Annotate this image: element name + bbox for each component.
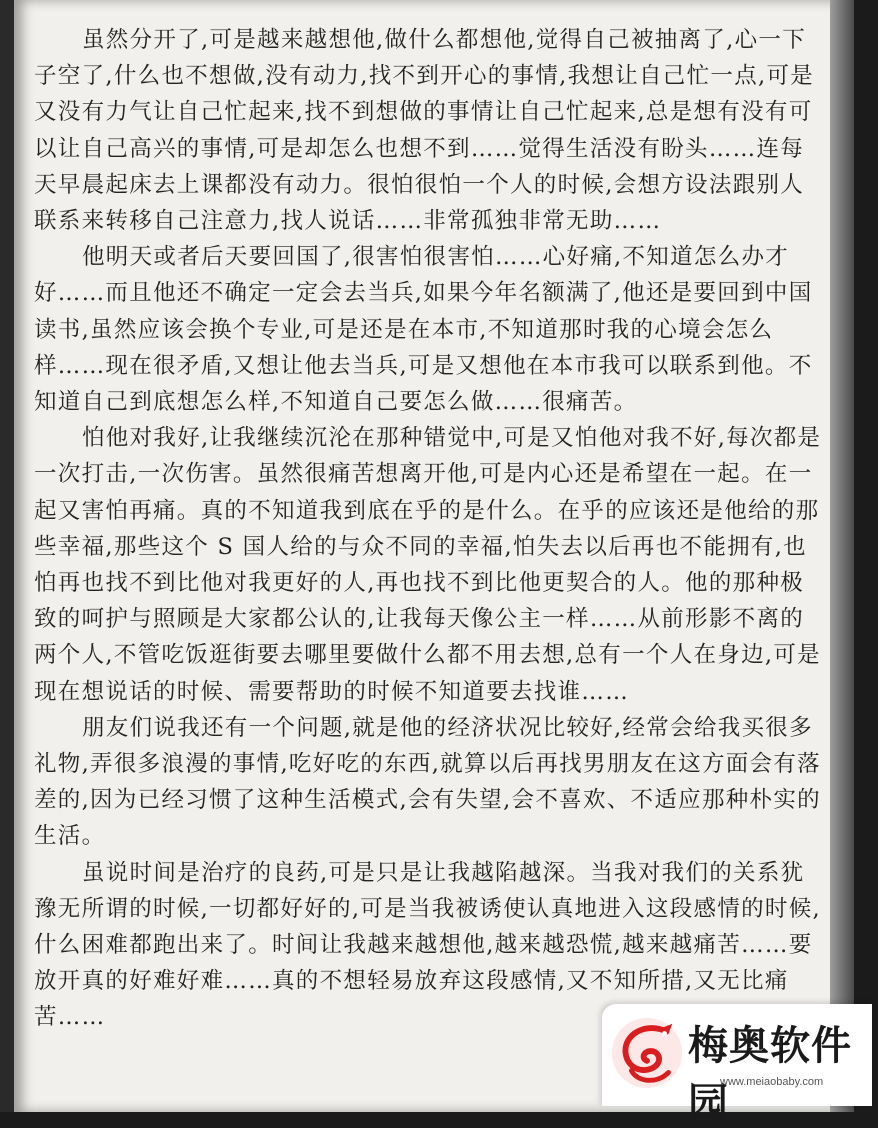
paragraph-4: 朋友们说我还有一个问题,就是他的经济状况比较好,经常会给我买很多礼物,弄很多浪漫的事情,吃好吃的东西,就算以后再找男朋友在这方面会有落差的,因为已经习惯了这种生活模式,会有失望,会不喜欢、不适应那种朴实的生活。 [34, 714, 821, 850]
scanned-page [14, 0, 854, 1112]
paragraph-2: 他明天或者后天要回国了,很害怕很害怕……心好痛,不知道怎么办才好……而且他还不确定一定会去当兵,如果今年名额满了,他还是要回到中国读书,虽然应该会换个专业,可是还是在本市,不知道那时我的心境会怎么样……现在很矛盾,又想让他去当兵,可是又想他在本市我可以联系到他。不知道自己到底想怎么样,不知道自己要怎么做……很痛苦。 [34, 244, 813, 416]
page-edge-shadow [830, 0, 854, 1112]
paragraph-1: 虽然分开了,可是越来越想他,做什么都想他,觉得自己被抽离了,心一下子空了,什么也不想做,没有动力,找不到开心的事情,我想让自己忙一点,可是又没有力气让自己忙起来,找不到想做的事情让自己忙起来,总是想有没有可以让自己高兴的事情,可是却怎么也想不到……觉得生活没有盼头……连每天早晨起床去上课都没有动力。很怕很怕一个人的时候,会想方设法跟别人联系来转移自己注意力,找人说话……非常孤独非常无助…… [34, 27, 815, 235]
body-text [34, 22, 824, 1036]
watermark-title: 梅奥软件园 [688, 1023, 852, 1126]
watermark-badge [602, 1004, 872, 1126]
paragraph-3: 怕他对我好,让我继续沉沦在那种错觉中,可是又怕他对我不好,每次都是一次打击,一次伤害。虽然很痛苦想离开他,可是内心还是希望在一起。在一起又害怕再痛。真的不知道我到底在乎的是什么。在乎的应该还是他给的那些幸福,那些这个 S 国人给的与众不同的幸福,怕失去以后再也不能拥有,也怕再也找不到比他对我更好的人,再也找不到比他更契合的人。他的那种极致的呵护与照顾是大家都公认的,让我每天像公主一样……从前形影不离的两个人,不管吃饭逛街要去哪里要做什么都不用去想,总有一个人在身边,可是现在想说话的时候、需要帮助的时候不知道要去找谁…… [34, 425, 822, 705]
dragon-logo-icon [608, 1014, 686, 1092]
watermark-url: www.meiaobaby.com [720, 1076, 824, 1088]
scan-frame-left [0, 0, 14, 1112]
paragraph-5: 虽说时间是治疗的良药,可是只是让我越陷越深。当我对我们的关系犹豫无所谓的时候,一切都好好的,可是当我被诱使认真地进入这段感情的时候,什么困难都跑出来了。时间让我越来越想他,越来越恐慌,越来越痛苦……要放开真的好难好难……真的不想轻易放弃这段感情,又不知所措,又无比痛苦…… [34, 859, 821, 1031]
